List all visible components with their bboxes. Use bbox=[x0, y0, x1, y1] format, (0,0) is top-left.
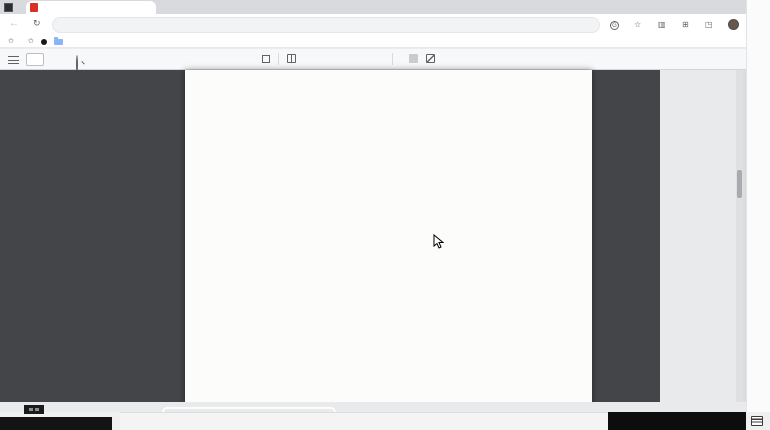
bookmark-folder-icon[interactable] bbox=[54, 39, 63, 45]
add-text-note-icon[interactable] bbox=[426, 54, 435, 63]
pdf-file-icon bbox=[30, 3, 38, 12]
address-input[interactable] bbox=[52, 17, 600, 33]
viewer-side-panel bbox=[660, 70, 736, 402]
edge-sidebar bbox=[746, 0, 770, 430]
toc-panel-icon[interactable] bbox=[8, 56, 19, 64]
bookmark-favicon: ✩ bbox=[8, 38, 14, 45]
bookmark-favicon[interactable]: ✩ bbox=[27, 38, 34, 45]
refresh-icon[interactable]: ↻ bbox=[33, 18, 41, 28]
mouse-cursor bbox=[433, 234, 444, 249]
fit-to-page-icon[interactable] bbox=[262, 55, 270, 63]
pdf-page bbox=[185, 70, 592, 412]
notes-bar[interactable] bbox=[120, 412, 608, 430]
save-icon[interactable] bbox=[409, 54, 418, 63]
tab-strip bbox=[0, 0, 746, 14]
translate-g-icon[interactable]: G bbox=[610, 20, 619, 30]
letterbox-strip bbox=[0, 402, 746, 412]
share-control-icon[interactable] bbox=[24, 405, 44, 414]
taskbar-tray bbox=[608, 412, 746, 430]
browser-tab[interactable] bbox=[26, 1, 156, 14]
bookmarks-bar bbox=[0, 36, 746, 48]
vertical-scrollbar[interactable] bbox=[736, 70, 743, 402]
notification-center-icon[interactable] bbox=[751, 416, 763, 426]
extensions-icon[interactable]: ◳ bbox=[705, 20, 713, 29]
collections-icon[interactable]: ⊞ bbox=[682, 20, 689, 29]
toolbar-divider bbox=[392, 53, 393, 65]
table-of-contents bbox=[185, 70, 592, 73]
split-screen-icon[interactable]: ▥ bbox=[658, 20, 666, 29]
screen-share-banner bbox=[0, 417, 112, 430]
favorites-star-icon[interactable]: ☆ bbox=[634, 20, 642, 29]
toolbar-divider bbox=[278, 53, 279, 65]
back-icon[interactable]: ← bbox=[9, 18, 19, 29]
pdf-toolbar-actions bbox=[238, 48, 744, 69]
scrollbar-thumb[interactable] bbox=[737, 170, 742, 198]
window-badge-icon bbox=[4, 3, 13, 12]
page-view-icon[interactable] bbox=[287, 54, 296, 63]
profile-avatar[interactable] bbox=[728, 19, 739, 30]
page-number-input[interactable] bbox=[26, 53, 44, 66]
bookmark-favicon-dot[interactable] bbox=[41, 39, 47, 45]
address-bar-row bbox=[0, 14, 746, 36]
